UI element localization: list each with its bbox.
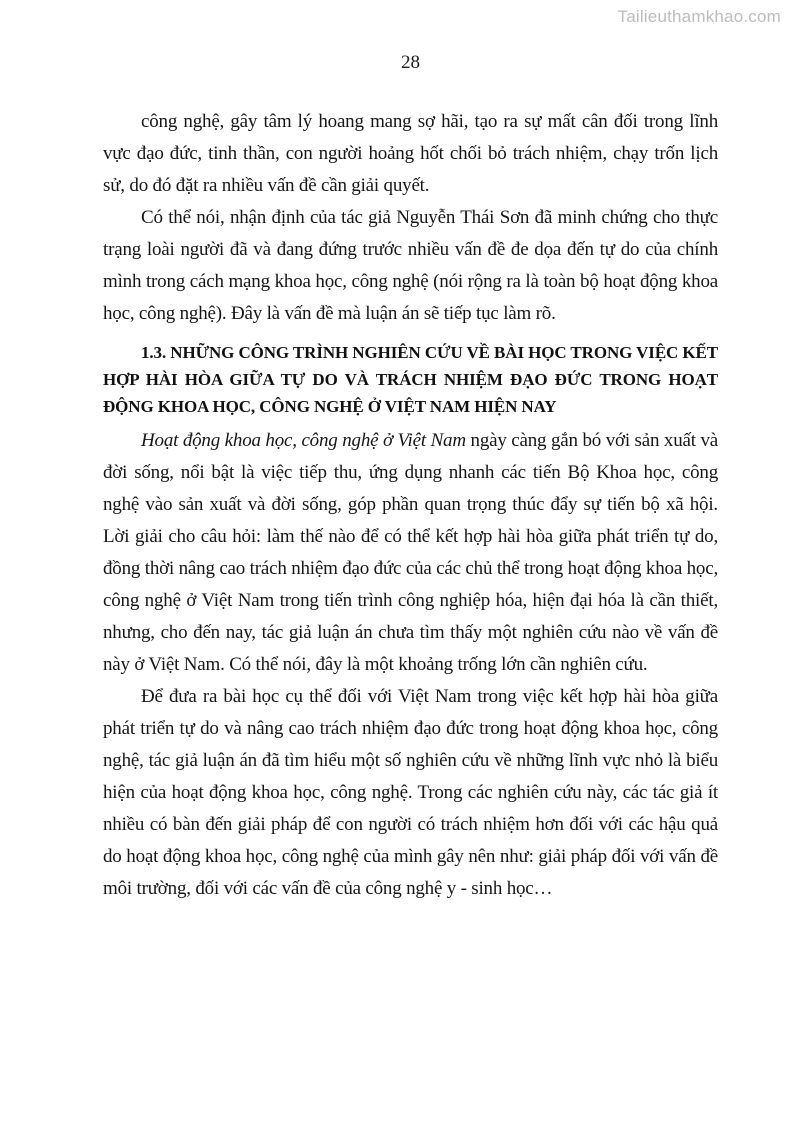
- paragraph-3: [103, 425, 718, 681]
- paragraph-1: công nghệ, gây tâm lý hoang mang sợ hãi, tạo ra sự mất cân đối trong lĩnh vực đạo đức, tinh thần, con người hoảng hốt chối bỏ trách nhiệm, chạy trốn lịch sử, do đó đặt ra nhiều vấn đề cần giải quyết.: [103, 111, 718, 196]
- paragraph-3-italic-lead: Hoạt động khoa học, công nghệ ở Việt Nam: [141, 430, 466, 451]
- paragraph-2: Có thể nói, nhận định của tác giả Nguyễn Thái Sơn đã minh chứng cho thực trạng loài người đã và đang đứng trước nhiều vấn đề đe dọa đến tự do của chính mình trong cách mạng khoa học, công nghệ (nói rộng ra là toàn bộ hoạt động khoa học, công nghệ). Đây là vấn đề mà luận án sẽ tiếp tục làm rõ.: [103, 207, 718, 324]
- paragraph-3-text: ngày càng gắn bó với sản xuất và đời sống, nổi bật là việc tiếp thu, ứng dụng nhanh các tiến Bộ Khoa học, công nghệ vào sản xuất và đời sống, góp phần quan trọng thúc đẩy sự tiến bộ xã hội. Lời giải cho câu hỏi: làm thế nào để có thể kết hợp hài hòa giữa phát triển tự do, đồng thời nâng cao trách nhiệm đạo đức của các chủ thể trong hoạt động khoa học, công nghệ ở Việt Nam trong tiến trình công nghiệp hóa, hiện đại hóa là cần thiết, nhưng, cho đến nay, tác giả luận án chưa tìm thấy một nghiên cứu nào về vấn đề này ở Việt Nam. Có thể nói, đây là một khoảng trống lớn cần nghiên cứu.: [103, 430, 718, 675]
- page-content: [103, 106, 718, 905]
- paragraph-4: Để đưa ra bài học cụ thể đối với Việt Nam trong việc kết hợp hài hòa giữa phát triển tự do và nâng cao trách nhiệm đạo đức trong hoạt động khoa học, công nghệ, tác giả luận án đã tìm hiểu một số nghiên cứu về những lĩnh vực nhỏ là biểu hiện của hoạt động khoa học, công nghệ. Trong các nghiên cứu này, các tác giả ít nhiều có bàn đến giải pháp để con người có trách nhiệm hơn đối với các hậu quả do hoạt động khoa học, công nghệ của mình gây nên như: giải pháp đối với vấn đề môi trường, đối với các vấn đề của công nghệ y - sinh học…: [103, 686, 718, 899]
- section-heading: 1.3. NHỮNG CÔNG TRÌNH NGHIÊN CỨU VỀ BÀI HỌC TRONG VIỆC KẾT HỢP HÀI HÒA GIỮA TỰ DO VÀ TRÁCH NHIỆM ĐẠO ĐỨC TRONG HOẠT ĐỘNG KHOA HỌC, CÔNG NGHỆ Ở VIỆT NAM HIỆN NAY: [103, 343, 718, 416]
- page-number: 28: [401, 52, 420, 73]
- watermark-text: Tailieuthamkhao.com: [617, 7, 781, 26]
